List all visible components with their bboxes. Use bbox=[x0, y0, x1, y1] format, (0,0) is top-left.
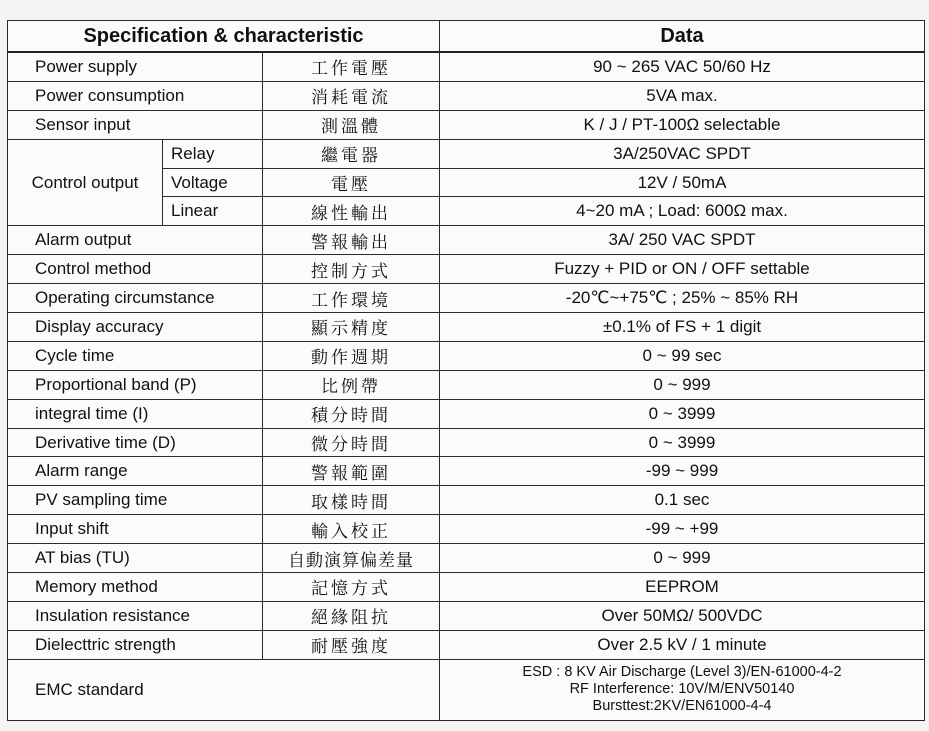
spec-name: Display accuracy bbox=[8, 313, 263, 342]
spec-name: Power consumption bbox=[8, 81, 263, 110]
spec-header: Specification & characteristic bbox=[8, 21, 440, 53]
table-row bbox=[8, 341, 925, 370]
table-row bbox=[8, 486, 925, 515]
spec-name-zh: 自動演算偏差量 bbox=[263, 544, 440, 573]
spec-name-zh: 測溫體 bbox=[263, 110, 440, 139]
table-row bbox=[8, 139, 925, 168]
spec-name-zh: 工作環境 bbox=[263, 284, 440, 313]
spec-name-zh: 輸入校正 bbox=[263, 515, 440, 544]
spec-name-zh: 控制方式 bbox=[263, 255, 440, 284]
spec-value bbox=[440, 659, 925, 720]
control-output-sub: Linear bbox=[163, 197, 263, 226]
spec-name-zh: 微分時間 bbox=[263, 428, 440, 457]
spec-value: 0 ~ 99 sec bbox=[440, 341, 925, 370]
emc-line: RF Interference: 10V/M/ENV50140 bbox=[569, 681, 795, 698]
table-row bbox=[8, 370, 925, 399]
spec-value: 3A/250VAC SPDT bbox=[440, 139, 925, 168]
spec-value: 3A/ 250 VAC SPDT bbox=[440, 226, 925, 255]
spec-value: 0 ~ 999 bbox=[440, 370, 925, 399]
table-row bbox=[8, 544, 925, 573]
spec-value: Over 2.5 kV / 1 minute bbox=[440, 630, 925, 659]
spec-name-zh: 線性輸出 bbox=[263, 197, 440, 226]
spec-table bbox=[7, 20, 925, 721]
spec-name-zh: 絕緣阻抗 bbox=[263, 601, 440, 630]
spec-name: Alarm range bbox=[8, 457, 263, 486]
table-row bbox=[8, 226, 925, 255]
spec-name-zh: 警報輸出 bbox=[263, 226, 440, 255]
spec-value: EEPROM bbox=[440, 573, 925, 602]
spec-value: Over 50MΩ/ 500VDC bbox=[440, 601, 925, 630]
table-row bbox=[8, 399, 925, 428]
spec-value: 0 ~ 3999 bbox=[440, 428, 925, 457]
spec-value: Fuzzy + PID or ON / OFF settable bbox=[440, 255, 925, 284]
spec-name: Proportional band (P) bbox=[8, 370, 263, 399]
control-output-sub: Voltage bbox=[163, 168, 263, 197]
emc-line: ESD : 8 KV Air Discharge (Level 3)/EN-61000-4-2 bbox=[522, 664, 842, 681]
table-row bbox=[8, 255, 925, 284]
table-row bbox=[8, 81, 925, 110]
spec-name: Dielecttric strength bbox=[8, 630, 263, 659]
spec-name: Input shift bbox=[8, 515, 263, 544]
spec-name-zh: 電壓 bbox=[263, 168, 440, 197]
spec-name-zh: 取樣時間 bbox=[263, 486, 440, 515]
spec-value: -99 ~ 999 bbox=[440, 457, 925, 486]
spec-name: Sensor input bbox=[8, 110, 263, 139]
table-row bbox=[8, 110, 925, 139]
table-row bbox=[8, 659, 925, 720]
table-row bbox=[8, 601, 925, 630]
spec-value: 12V / 50mA bbox=[440, 168, 925, 197]
table-row bbox=[8, 573, 925, 602]
spec-value: 0.1 sec bbox=[440, 486, 925, 515]
spec-name: Insulation resistance bbox=[8, 601, 263, 630]
spec-value: -20℃~+75℃ ; 25% ~ 85% RH bbox=[440, 284, 925, 313]
spec-value: ±0.1% of FS + 1 digit bbox=[440, 313, 925, 342]
spec-name-zh: 工作電壓 bbox=[263, 52, 440, 81]
spec-value: 0 ~ 3999 bbox=[440, 399, 925, 428]
spec-name-zh: 記憶方式 bbox=[263, 573, 440, 602]
spec-name: Power supply bbox=[8, 52, 263, 81]
spec-name: Cycle time bbox=[8, 341, 263, 370]
spec-name-zh: 比例帶 bbox=[263, 370, 440, 399]
table-row bbox=[8, 284, 925, 313]
spec-name-zh: 耐壓強度 bbox=[263, 630, 440, 659]
table-row bbox=[8, 630, 925, 659]
spec-name: Memory method bbox=[8, 573, 263, 602]
table-row bbox=[8, 428, 925, 457]
spec-name: AT bias (TU) bbox=[8, 544, 263, 573]
table-header-row bbox=[8, 21, 925, 53]
spec-name: Control method bbox=[8, 255, 263, 284]
spec-name-zh: 顯示精度 bbox=[263, 313, 440, 342]
spec-value: K / J / PT-100Ω selectable bbox=[440, 110, 925, 139]
spec-name-zh: 消耗電流 bbox=[263, 81, 440, 110]
spec-value: 5VA max. bbox=[440, 81, 925, 110]
spec-value: 0 ~ 999 bbox=[440, 544, 925, 573]
spec-value: 4~20 mA ; Load: 600Ω max. bbox=[440, 197, 925, 226]
control-output-label: Control output bbox=[8, 139, 163, 226]
spec-name-zh: 警報範圍 bbox=[263, 457, 440, 486]
table-row bbox=[8, 457, 925, 486]
spec-name: integral time (I) bbox=[8, 399, 263, 428]
spec-value: -99 ~ +99 bbox=[440, 515, 925, 544]
table-row bbox=[8, 515, 925, 544]
spec-name-zh: 繼電器 bbox=[263, 139, 440, 168]
emc-line: Bursttest:2KV/EN61000-4-4 bbox=[592, 698, 772, 715]
table-row bbox=[8, 52, 925, 81]
spec-name-zh: 動作週期 bbox=[263, 341, 440, 370]
control-output-sub: Relay bbox=[163, 139, 263, 168]
spec-name: Derivative time (D) bbox=[8, 428, 263, 457]
spec-name: Alarm output bbox=[8, 226, 263, 255]
spec-name-zh: 積分時間 bbox=[263, 399, 440, 428]
spec-value: 90 ~ 265 VAC 50/60 Hz bbox=[440, 52, 925, 81]
spec-name: Operating circumstance bbox=[8, 284, 263, 313]
spec-name: EMC standard bbox=[8, 659, 440, 720]
data-header: Data bbox=[440, 21, 925, 53]
table-row bbox=[8, 313, 925, 342]
spec-name: PV sampling time bbox=[8, 486, 263, 515]
